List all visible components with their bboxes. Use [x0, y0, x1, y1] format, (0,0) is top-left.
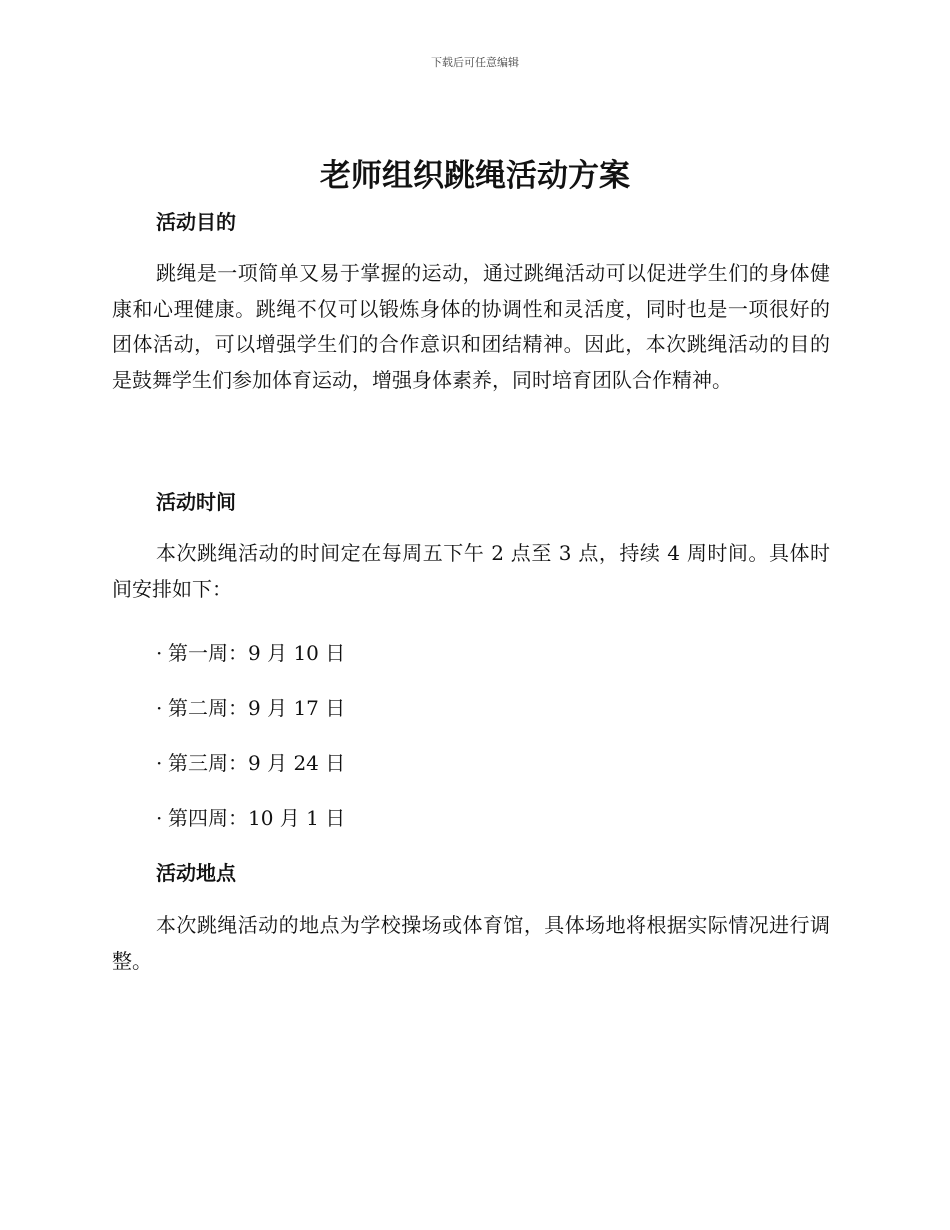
- section-heading-location: 活动地点: [156, 861, 236, 885]
- section-heading-time: 活动时间: [156, 490, 236, 514]
- bullet-icon: ·: [156, 751, 163, 775]
- page-title: 老师组织跳绳活动方案: [320, 158, 630, 194]
- bullet-icon: ·: [156, 641, 163, 665]
- section-paragraph-purpose: 跳绳是一项简单又易于掌握的运动，通过跳绳活动可以促进学生们的身体健康和心理健康。跳绳不仅可以锻炼身体的协调性和灵活度，同时也是一项很好的团体活动，可以增强学生们的合作意识和团结精神。因此，本次跳绳活动的目的是鼓舞学生们参加体育运动，增强身体素养，同时培育团队合作精神。: [112, 261, 830, 392]
- section-paragraph-location: 本次跳绳活动的地点为学校操场或体育馆，具体场地将根据实际情况进行调整。: [112, 913, 830, 973]
- section-heading-purpose: 活动目的: [156, 210, 236, 234]
- list-item: [156, 637, 345, 666]
- bullet-icon: ·: [156, 696, 163, 720]
- list-item-text: 第二周：9 月 17 日: [168, 696, 346, 720]
- header-note: 下载后可任意编辑: [431, 56, 519, 69]
- list-item-text: 第四周：10 月 1 日: [168, 806, 346, 830]
- section-paragraph-time: 本次跳绳活动的时间定在每周五下午 2 点至 3 点，持续 4 周时间。具体时间安排如下：: [112, 541, 830, 601]
- list-item-text: 第三周：9 月 24 日: [168, 751, 346, 775]
- list-item: [156, 802, 345, 831]
- bullet-icon: ·: [156, 806, 163, 830]
- list-item: [156, 747, 345, 776]
- list-item: [156, 692, 345, 721]
- list-item-text: 第一周：9 月 10 日: [168, 641, 346, 665]
